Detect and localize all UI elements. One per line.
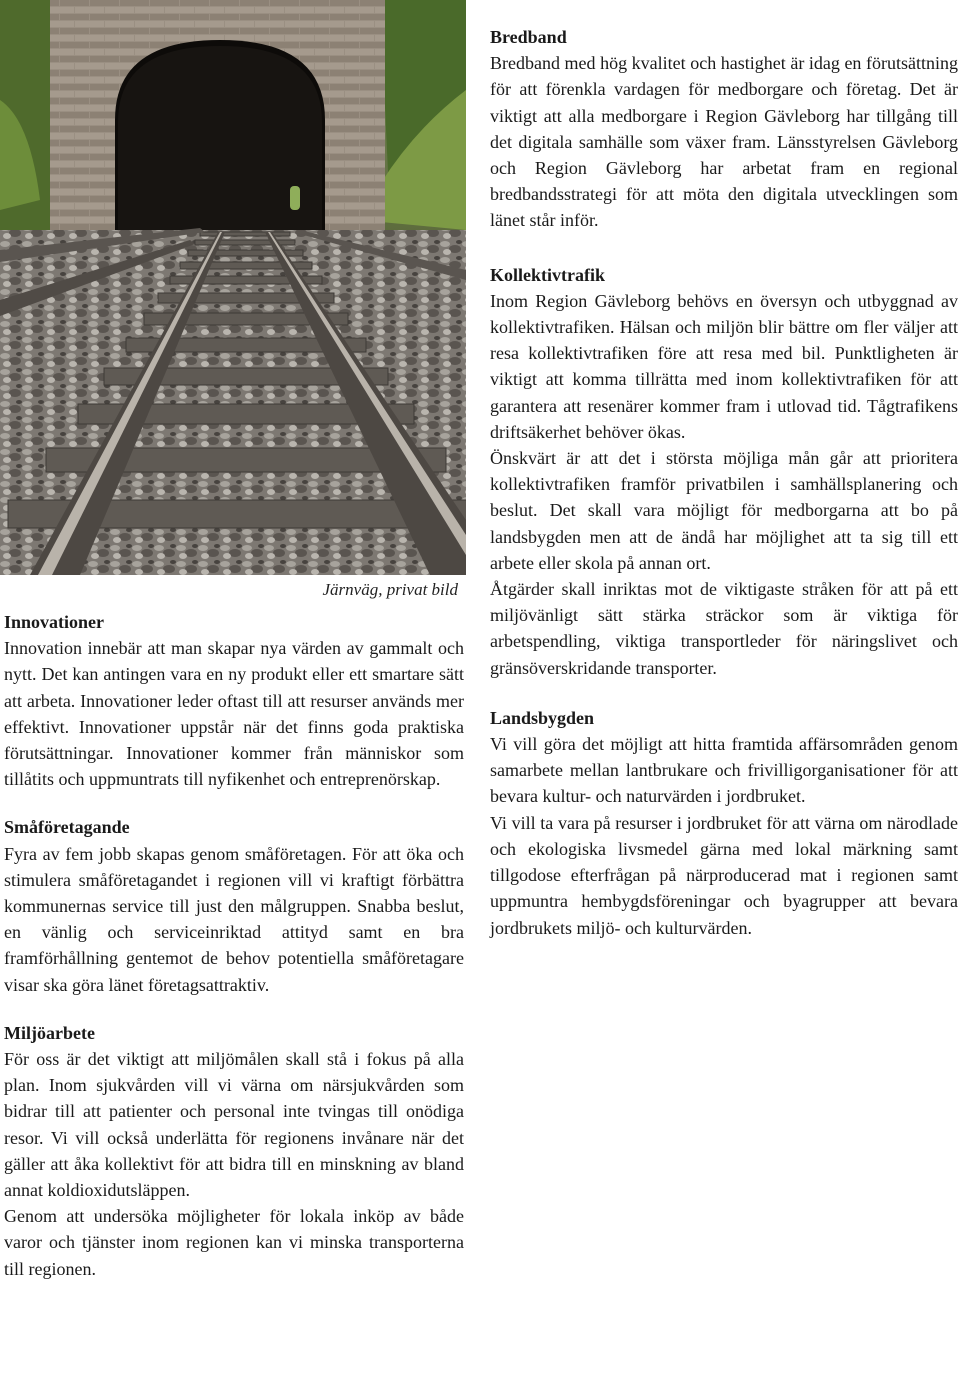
section-kollektivtrafik: [490, 262, 958, 681]
section-bredband: [490, 24, 958, 234]
railway-photo: [0, 0, 466, 575]
text-landsbygden: Vi vill göra det möjligt att hitta framtida affärsområden genom samarbete mellan lantbrukare och frivilligorganisationer för att bevara kultur- och naturvärden i jordbruket.: [490, 734, 958, 807]
section-landsbygden: [490, 705, 958, 941]
heading-landsbygden: Landsbygden: [490, 707, 595, 728]
photo-caption: Järnväg, privat bild: [322, 580, 458, 599]
left-column: [4, 609, 464, 1304]
text-kollektivtrafik-2: Önskvärt är att det i största möjliga mån går att prioritera kollektivtrafiken framför privatbilen i samhällsplanering och beslut. Det skall vara möjligt för medborgarna att bo på landsbygden men att de ändå har möjlighet att ta sig till ett arbete eller skola på annan ort.: [490, 448, 958, 573]
text-kollektivtrafik: Inom Region Gävleborg behövs en översyn och utbyggnad av kollektivtrafiken. Hälsan och miljön blir bättre om fler väljer att resa kollektivtrafiken före att resa med bil. Punktligheten är viktigt att komma tillrätta med inom kollektivtrafiken för att garantera att resenärer kommer fram i utlovad tid. Tågtrafikens driftsäkerhet behöver ökas.: [490, 290, 958, 442]
text-miljoarbete: För oss är det viktigt att miljömålen skall stå i fokus på alla plan. Inom sjukvården vill vi värna om närsjukvården som bidrar till att patienter och personal inte tvingas till onödiga resor. Vi vill också underlätta för regionens invånare när det gäller att åka kollektivt för att bidra till en minskning av bland annat koldioxidutsläppen.: [4, 1049, 464, 1201]
text-miljoarbete-2: Genom att undersöka möjligheter för lokala inköp av både varor och tjänster inom regionen kan vi minska transporterna till regionen.: [4, 1206, 464, 1279]
section-miljoarbete: [4, 1020, 464, 1282]
section-innovationer: [4, 609, 464, 792]
heading-kollektivtrafik: Kollektivtrafik: [490, 264, 605, 285]
heading-bredband: Bredband: [490, 27, 567, 47]
text-kollektivtrafik-3: Åtgärder skall inriktas mot de viktigaste stråken för att på ett miljövänligt sätt stärka sträckor som är viktiga för arbetspendling, viktiga transportleder för näringslivet och gränsöverskridande transporter.: [490, 579, 958, 678]
text-innovationer: Innovation innebär att man skapar nya värden av gammalt och nytt. Det kan antingen vara en ny produkt eller ett smartare sätt att arbeta. Innovationer leder oftast till att resurser används mer effektivt. Innovationer uppstår när det finns goda praktiska förutsättningar. Innovationer kommer från människor som tillåtits och uppmuntrats till nyfikenhet och entreprenörskap.: [4, 638, 464, 790]
heading-miljoarbete: Miljöarbete: [4, 1022, 95, 1043]
section-smaforetagande: [4, 814, 464, 997]
heading-smaforetagande: Småföretagande: [4, 817, 130, 838]
text-bredband: Bredband med hög kvalitet och hastighet är idag en förutsättning för att förenkla vardagen för medborgare och företag. Det är viktigt att alla medborgare i Region Gävleborg har tillgång till det digitala samhälle som växer fram. Länsstyrelsen Gävleborg och Region Gävleborg har arbetat fram en regional bredbandsstrategi för att möta den digitala utvecklingen som länet står inför.: [490, 53, 958, 231]
text-landsbygden-2: Vi vill ta vara på resurser i jordbruket för att värna om närodlade och ekologiska livsmedel gärna med lokal märkning samt tillgodose efterfrågan på närproducerad mat i regionen samt uppmuntra hembygdsföreningar och byagrupper att bevara jordbrukets miljö- och kulturvärden.: [490, 812, 958, 938]
text-smaforetagande: Fyra av fem jobb skapas genom småföretagen. För att öka och stimulera småföretagandet i regionen vill vi kraftigt förbättra kommunernas service till just den målgruppen. Snabba beslut, en vänlig och serviceinriktad attityd samt en bra framförhållning gentemot de behov potentiella småföretagare visar ska göra länet företagsattraktiv.: [4, 843, 464, 995]
right-column: [490, 24, 958, 963]
heading-innovationer: Innovationer: [4, 612, 105, 632]
